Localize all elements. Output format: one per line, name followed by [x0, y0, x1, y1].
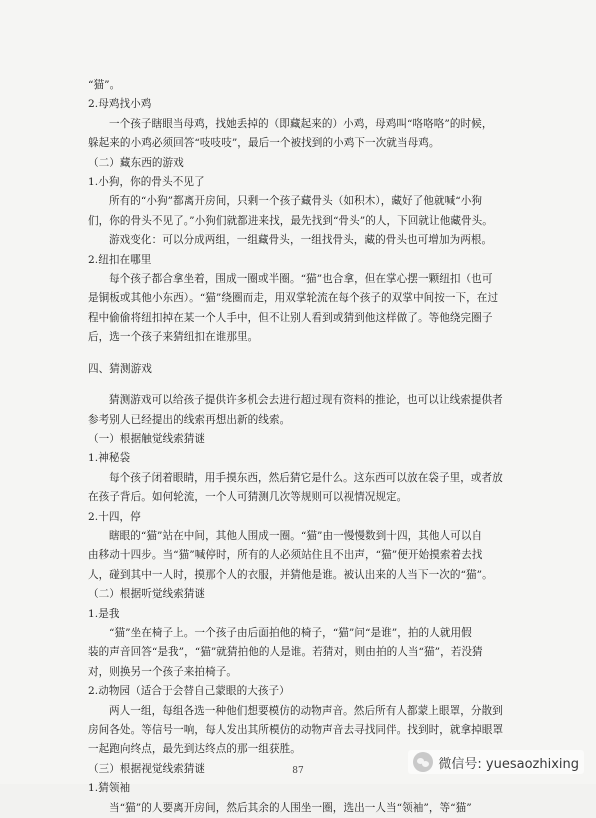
paragraph-line: 参考别人已经提出的线索再想出新的线索。: [88, 413, 291, 426]
document-body: [88, 76, 502, 818]
subsection-heading: 1.猜领袖: [88, 782, 131, 795]
paragraph-line: 瞎眼的“猫”站在中间，其他人围成一圈。“猫”由一慢慢数到十四，其他人可以自: [109, 529, 483, 542]
paragraph-line: 装的声音回答“是我”，“猫”就猜拍他的人是谁。若猜对，则由拍的人当“猫”，若没猜: [88, 646, 483, 659]
paragraph-line: 由移动十四步。当“猫”喊停时，所有的人必须站住且不出声，“猫”便开始摸索着去找: [88, 549, 483, 562]
subsection-heading: 2.十四，停: [88, 510, 141, 523]
paragraph-line: “猫”坐在椅子上。一个孩子由后面拍他的椅子，“猫”问“是谁”，拍的人就用假: [109, 626, 472, 639]
watermark: [408, 750, 584, 774]
page-number: 87: [292, 766, 304, 776]
section-heading: （三）根据视觉线索猜谜: [88, 762, 206, 775]
subsection-heading: 1.是我: [88, 607, 120, 620]
paragraph-line: 两人一组，每组各选一种他们想要模仿的动物声音。然后所有人都蒙上眼罩，分散到: [109, 704, 503, 717]
paragraph-line: 房间各处。等信号一响，每人发出其所模仿的动物声音去寻找同伴。找到时，就拿掉眼罩: [88, 724, 504, 736]
section-heading: （一）根据触觉线索猜谜: [88, 432, 206, 445]
watermark-text: 微信号: yuesaozhixing: [438, 756, 579, 772]
subsection-heading: 1.小狗，你的骨头不见了: [88, 176, 205, 189]
paragraph-line: 人，碰到其中一人时，摸那个人的衣服，并猜他是谁。被认出来的人当下一次的“猫”。: [88, 568, 493, 581]
paragraph-line: 游戏变化：可以分成两组，一组藏骨头，一组找骨头，藏的骨头也可增加为两根。: [109, 234, 493, 247]
paragraph-line: 所有的“小狗”都离开房间，只剩一个孩子藏骨头（如积木），藏好了他就喊“小狗: [109, 195, 482, 208]
paragraph-line: 们，你的骨头不见了。”小狗们就都进来找，最先找到“骨头”的人，下回就让他藏骨头。: [88, 214, 493, 227]
paragraph-line: 程中偷偷将纽扣掉在某一个人手中，但不让别人看到或猜到他这样做了。等他绕完圈子: [88, 311, 493, 324]
subsection-heading: 2.动物园（适合于会替自己蒙眼的大孩子）: [88, 685, 290, 698]
paragraph-line: 在孩子背后。如何轮流，一个人可猜测几次等规则可以视情况规定。: [88, 491, 408, 504]
subsection-heading: 1.神秘袋: [88, 452, 131, 465]
paragraph-line: 对，则换另一个孩子来拍椅子。: [88, 665, 238, 678]
chapter-heading: 四、猜测游戏: [88, 362, 152, 375]
paragraph-line: 躲起来的小鸡必须回答“吱吱吱”，最后一个被找到的小鸡下一次就当母鸡。: [88, 137, 440, 150]
paragraph-line: 每个孩子都合拿坐着，围成一圈或半圈。“猫”也合拿，但在掌心摆一颗纽扣（也可: [109, 273, 493, 286]
wechat-icon: [413, 752, 433, 772]
paragraph-line: 一起跑向终点，最先到达终点的那一组获胜。: [88, 743, 301, 756]
section-heading: （二）根据听觉线索猜谜: [88, 588, 206, 601]
text-line: “猫”。: [88, 79, 121, 91]
paragraph-line: 是铜板或其他小东西）。“猫”绕圈而走，用双掌轮流在每个孩子的双掌中间按一下，在过: [88, 292, 499, 305]
paragraph-line: 后，选一个孩子来猜纽扣在谁那里。: [88, 331, 259, 344]
paragraph-line: 当“猫”的人要离开房间，然后其余的人围坐一圈，选出一人当“领袖”，等“猫”: [109, 801, 472, 814]
paragraph-line: 一个孩子瞎眼当母鸡，找她丢掉的（即藏起来的）小鸡，母鸡叫“咯咯咯”的时候，: [109, 117, 493, 130]
subsection-heading: 2.母鸡找小鸡: [88, 98, 152, 111]
subsection-heading: 2.纽扣在哪里: [88, 253, 152, 266]
paragraph-line: 猜测游戏可以给孩子提供许多机会去进行超过现有资料的推论，也可以让线索提供者: [109, 394, 503, 407]
paragraph-line: 每个孩子闭着眼睛，用手摸东西，然后猜它是什么。这东西可以放在袋子里，或者放: [109, 471, 503, 484]
section-heading: （二）藏东西的游戏: [88, 156, 184, 169]
